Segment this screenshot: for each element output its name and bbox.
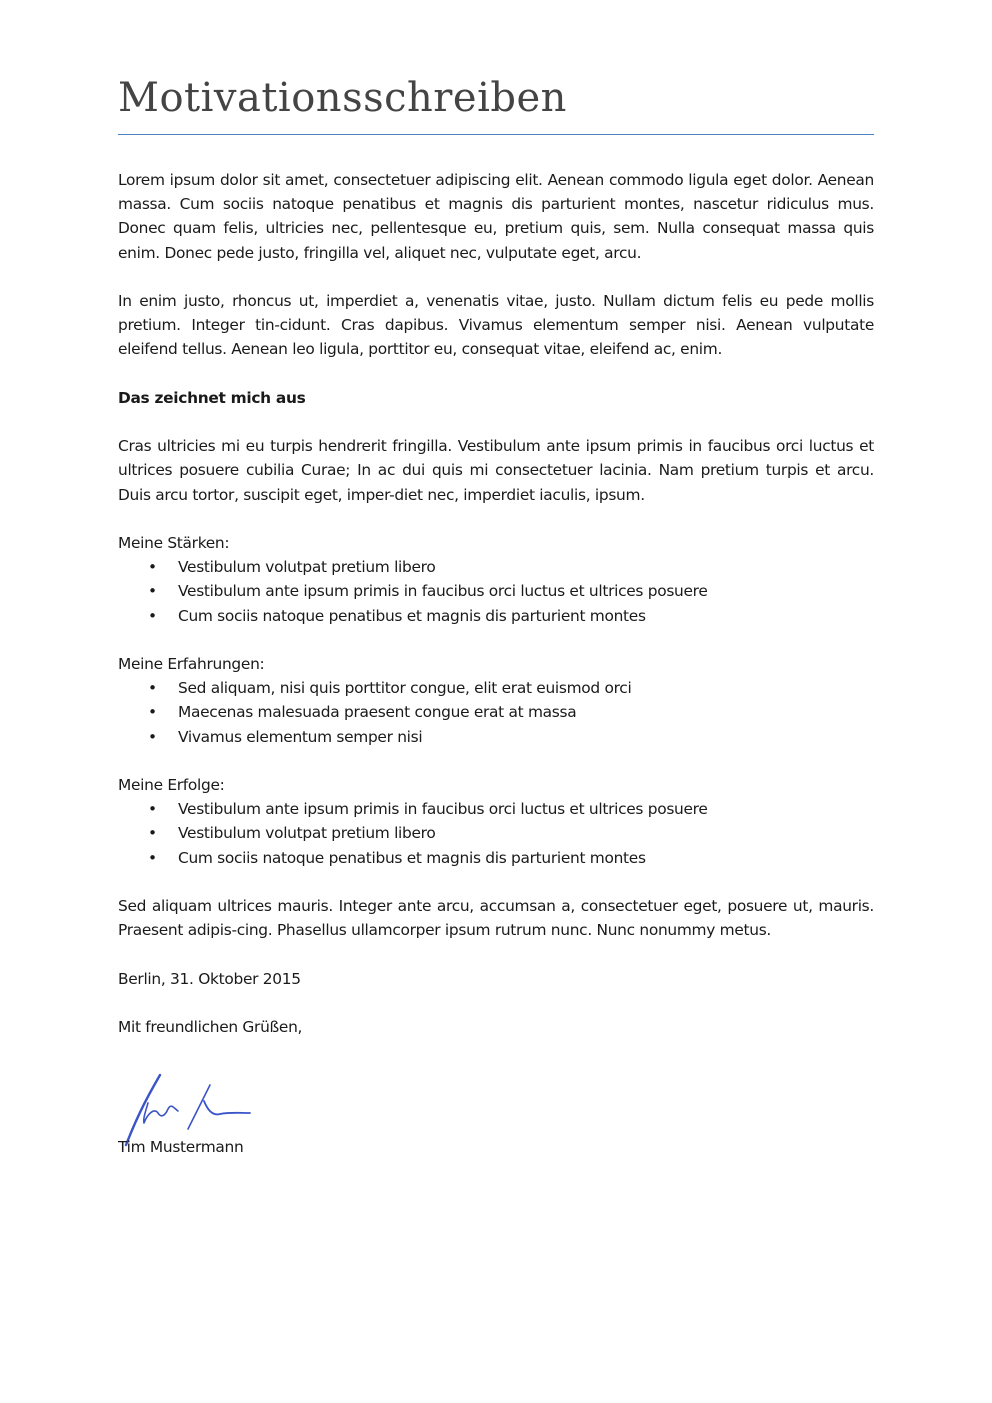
bullet-icon: • xyxy=(148,824,157,843)
list-item xyxy=(118,604,874,628)
achievements-label: Meine Erfolge: xyxy=(118,775,225,794)
list-item-text: Vestibulum ante ipsum primis in faucibus orci luctus et ultrices posuere xyxy=(178,800,708,819)
list-item-text: Vivamus elementum semper nisi xyxy=(178,727,423,746)
list-item-text: Vestibulum ante ipsum primis in faucibus orci luctus et ultrices posuere xyxy=(178,582,708,601)
bullet-icon: • xyxy=(148,800,157,819)
list-item-text: Cum sociis natoque penatibus et magnis dis parturient montes xyxy=(178,848,646,867)
bullet-icon: • xyxy=(148,606,157,625)
intro-paragraph-2: In enim justo, rhoncus ut, imperdiet a, venenatis vitae, justo. Nullam dictum felis eu pede mollis pretium. Integer tin-cidunt. Cras dapibus. Vivamus elementum semper nisi. Aenean vulputate eleifend tellus. Aenean leo ligula, porttitor eu, consequat vitae, eleifend ac, enim. xyxy=(118,292,874,359)
achievements-list xyxy=(118,797,874,870)
bullet-icon: • xyxy=(148,703,157,722)
strengths-list xyxy=(118,555,874,628)
list-item-text: Maecenas malesuada praesent congue erat at massa xyxy=(178,703,577,722)
experience-list xyxy=(118,676,874,749)
section-paragraph: Cras ultricies mi eu turpis hendrerit fringilla. Vestibulum ante ipsum primis in faucibus orci luctus et ultrices posuere cubilia Curae; In ac dui quis mi consectetuer lacinia. Nam pretium turpis et arcu. Duis arcu tortor, suscipit eget, imper-diet nec, imperdiet iaculis, ipsum. xyxy=(118,437,874,504)
intro-paragraph-1: Lorem ipsum dolor sit amet, consectetuer adipiscing elit. Aenean commodo ligula eget dolor. Aenean massa. Cum sociis natoque penatibus et magnis dis parturient montes, nascetur ridiculus mus. Donec quam felis, ultricies nec, pellentesque eu, pretium quis, sem. Nulla consequat massa quis enim. Donec pede justo, fringilla vel, aliquet nec, vulputate eget, arcu. xyxy=(118,171,874,262)
greeting: Mit freundlichen Grüßen, xyxy=(118,1017,303,1036)
signer-name: Tim Mustermann xyxy=(118,1138,244,1157)
bullet-icon: • xyxy=(148,848,157,867)
list-item xyxy=(118,676,874,700)
place-date: Berlin, 31. Oktober 2015 xyxy=(118,969,301,988)
list-item-text: Cum sociis natoque penatibus et magnis dis parturient montes xyxy=(178,606,646,625)
section-heading: Das zeichnet mich aus xyxy=(118,388,306,407)
list-item xyxy=(118,725,874,749)
experience-label: Meine Erfahrungen: xyxy=(118,654,265,673)
bullet-icon: • xyxy=(148,558,157,577)
list-item xyxy=(118,555,874,579)
strengths-label: Meine Stärken: xyxy=(118,533,230,552)
bullet-icon: • xyxy=(148,582,157,601)
letter-body xyxy=(118,168,874,1184)
list-item xyxy=(118,700,874,724)
document-title: Motivationsschreiben xyxy=(118,75,567,121)
bullet-icon: • xyxy=(148,727,157,746)
bullet-icon: • xyxy=(148,679,157,698)
closing-paragraph: Sed aliquam ultrices mauris. Integer ante arcu, accumsan a, consectetuer eget, posuere ut, mauris. Praesent adipis-cing. Phasellus ullamcorper ipsum rutrum nunc. Nunc nonummy metus. xyxy=(118,896,874,940)
list-item-text: Vestibulum volutpat pretium libero xyxy=(178,824,436,843)
list-item xyxy=(118,579,874,603)
list-item xyxy=(118,797,874,821)
list-item xyxy=(118,821,874,845)
list-item xyxy=(118,846,874,870)
list-item-text: Sed aliquam, nisi quis porttitor congue, elit erat euismod orci xyxy=(178,679,632,698)
list-item-text: Vestibulum volutpat pretium libero xyxy=(178,558,436,577)
title-underline xyxy=(118,134,874,135)
